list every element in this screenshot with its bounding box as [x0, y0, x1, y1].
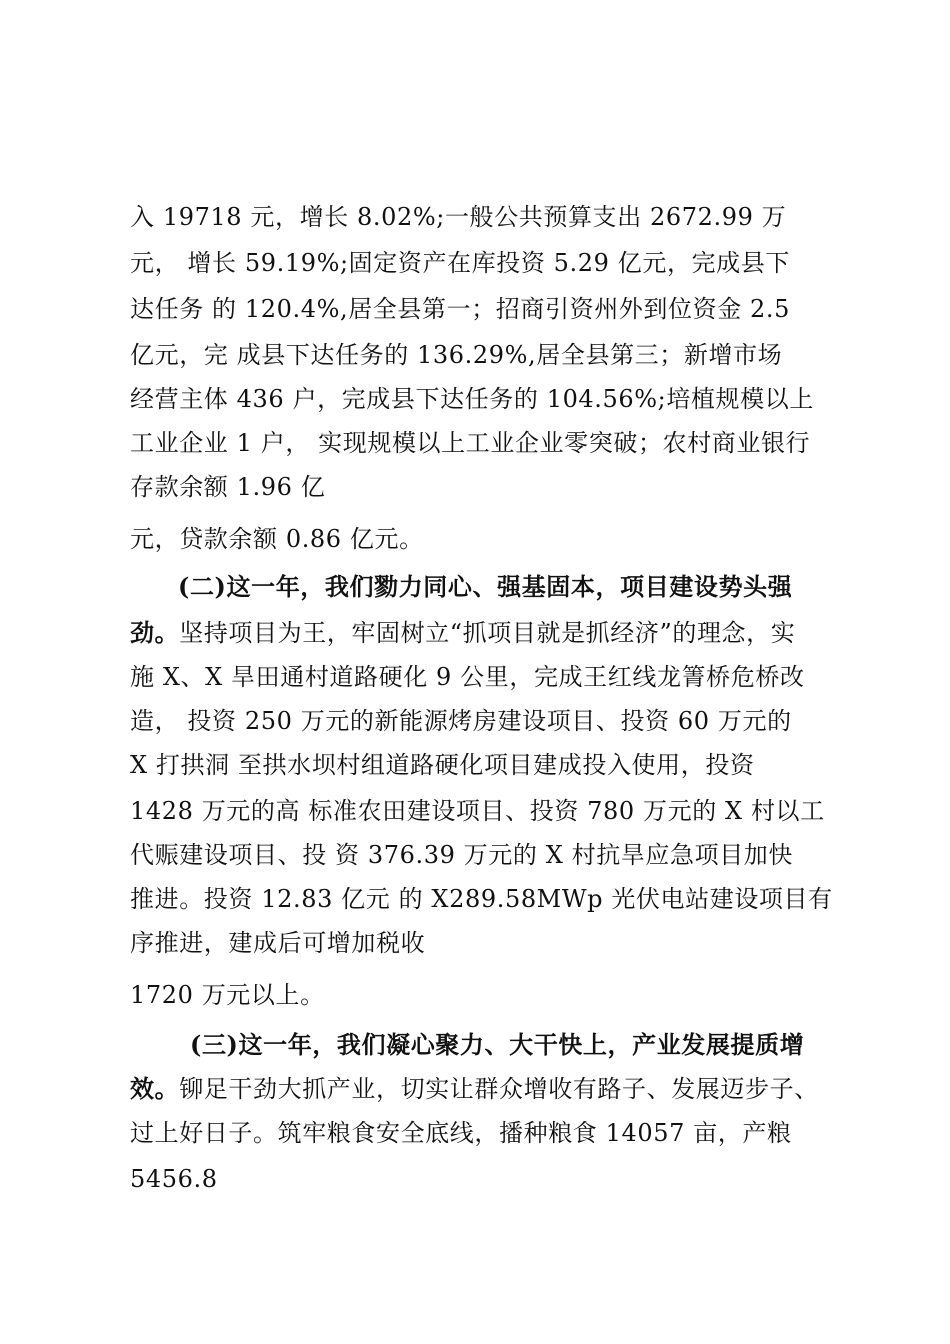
- text-line: 过上好日子。筑牢粮食安全底线，播种粮食 14057 亩，产粮: [130, 1119, 792, 1147]
- text-line: 5456.8: [130, 1165, 218, 1193]
- text-line: 施 X、X 旱田通村道路硬化 9 公里，完成王红线龙箐桥危桥改: [130, 663, 805, 691]
- text-line: 亿元，完 成县下达任务的 136.29%,居全县第三；新增市场: [130, 341, 783, 369]
- section-heading: (三)这一年，我们凝心聚力、大干快上，产业发展提质增: [190, 1030, 805, 1059]
- section-heading-end: 劲。: [130, 618, 180, 647]
- text-line: 元， 增长 59.19%;固定资产在库投资 5.29 亿元，完成县下: [130, 249, 790, 277]
- text-run: 铆足干劲大抓产业，切实让群众增收有路子、发展迈步子、: [179, 1075, 819, 1103]
- text-line: 推进。投资 12.83 亿元 的 X289.58MWp 光伏电站建设项目有: [130, 885, 833, 913]
- text-line: 序推进，建成后可增加税收: [130, 929, 426, 957]
- section-heading: (二)这一年，我们勠力同心、强基固本，项目建设势头强: [178, 572, 793, 601]
- text-line: 元，贷款余额 0.86 亿元。: [130, 525, 424, 553]
- text-run: 坚持项目为王，牢固树立“抓项目就是抓经济”的理念，实: [179, 619, 796, 647]
- text-line: X 打拱洞 至拱水坝村组道路硬化项目建成投入使用，投资: [130, 751, 755, 779]
- text-line: 达任务 的 120.4%,居全县第一；招商引资州外到位资金 2.5: [130, 295, 790, 323]
- text-line: 工业企业 1 户， 实现规模以上工业企业零突破；农村商业银行: [130, 429, 811, 457]
- text-line: 1720 万元以上。: [130, 981, 325, 1009]
- section-heading-end: 效。: [130, 1074, 180, 1103]
- text-line: 代赈建设项目、投 资 376.39 万元的 X 村抗旱应急项目加快: [130, 841, 794, 869]
- text-line: 造， 投资 250 万元的新能源烤房建设项目、投资 60 万元的: [130, 707, 792, 735]
- text-line: 入 19718 元，增长 8.02%;一般公共预算支出 2672.99 万: [130, 203, 787, 231]
- text-line: [130, 1074, 819, 1104]
- text-line: [130, 618, 795, 648]
- text-line: 经营主体 436 户，完成县下达任务的 104.56%;培植规模以上: [130, 385, 814, 413]
- text-line: 存款余额 1.96 亿: [130, 473, 326, 501]
- text-line: 1428 万元的高 标准农田建设项目、投资 780 万元的 X 村以工: [130, 797, 825, 825]
